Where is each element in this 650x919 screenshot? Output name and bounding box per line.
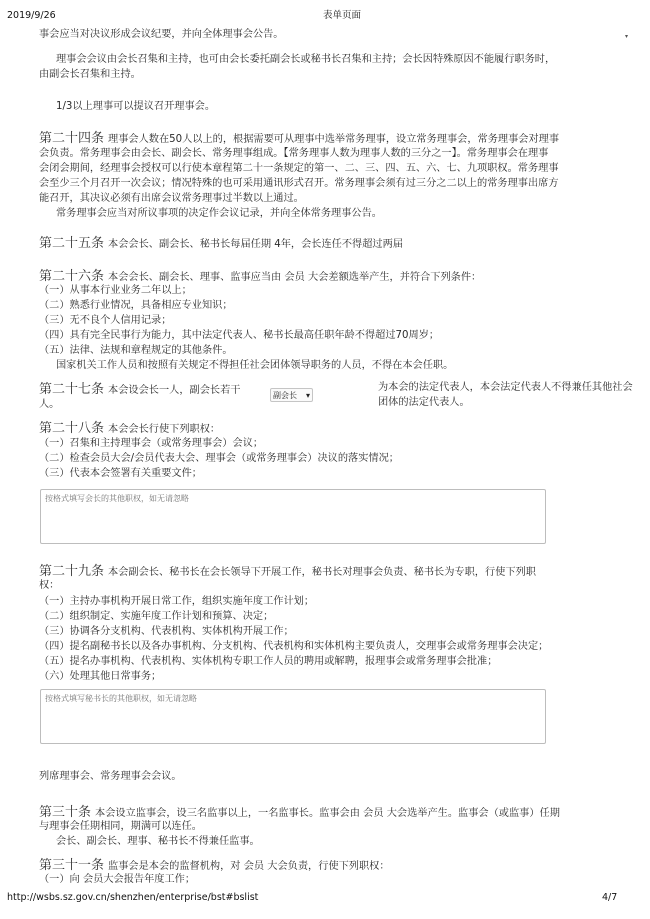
list-item: （四）提名副秘书长以及各办事机构、分支机构、代表机构和实体机构主要负责人，交理事会或常务理事会决定； [39,641,549,652]
list-item: （二）检查会员大会/会员代表大会、理事会（或常务理事会）决议的落实情况； [39,453,399,464]
article-number: 第二十五条 [39,236,105,251]
text-line: 国家机关工作人员和按照有关规定不得担任社会团体领导职务的人员，不得在本会任职。 [56,360,454,371]
president-other-powers-field[interactable] [40,489,546,544]
article-number: 第二十七条 [39,382,105,397]
article-number: 第三十一条 [39,858,105,873]
list-item: （五）法律、法规和章程规定的其他条件。 [39,345,233,356]
list-item: （五）提名办事机构、代表机构、实体机构专职工作人员的聘用或解聘，报理事会或常务理事会批准； [39,656,498,667]
text-line: 会闭会期间，经理事会授权可以行使本章程第二十一条规定的第一、二、三、四、五、六、七、九项职权。常务理事 [39,163,559,174]
list-item: （一）主持办事机构开展日常工作，组织实施年度工作计划； [39,596,315,607]
text-line: 能召开，其决议必须有出席会议常务理事过半数以上通过。 [39,193,304,204]
article-27: 第二十七条 本会设会长一人，副会长若干 [39,382,241,397]
text-line: 理事会会议由会长召集和主持，也可由会长委托副会长或秘书长召集和主持；会长因特殊原因不能履行职务时， [56,54,556,65]
article-31: 第三十一条 监事会是本会的监督机构，对 会员 大会负责，行使下列职权： [39,858,390,873]
article-30: 第三十条 本会设立监事会，设三名监事以上，一名监事长。监事会由 会员 大会选举产生。监事会（或监事）任期 [39,805,560,820]
list-item: （三）协调各分支机构、代表机构、实体机构开展工作； [39,626,294,637]
article-number: 第二十九条 [39,564,105,579]
list-item: （一）从事本行业业务二年以上； [39,285,192,296]
list-item: （二）组织制定、实施年度工作计划和预算、决定； [39,611,274,622]
list-item: （三）代表本会签署有关重要文件； [39,468,202,479]
list-item: （六）处理其他日常事务； [39,671,162,682]
print-url: http://wsbs.sz.gov.cn/shenzhen/enterprise/bst#bslist [7,892,259,903]
text-line: 会至少三个月召开一次会议；情况特殊的也可采用通讯形式召开。常务理事会须有过三分之二以上的常务理事出席方 [39,178,559,189]
article-number: 第二十四条 [39,131,105,146]
text-line: 为本会的法定代表人，本会法定代表人不得兼任其他社会 [378,382,633,393]
article-number: 第三十条 [39,805,92,820]
print-title: 表单页面 [323,10,362,21]
text-line: 会负责。常务理事会由会长、副会长、常务理事组成。【常务理事人数为理事人数的三分之一】。常务理事会在理事 [39,148,549,159]
article-25: 第二十五条 本会会长、副会长、秘书长每届任期 4年，会长连任不得超过两届 [39,236,403,251]
article-29: 第二十九条 本会副会长、秘书长在会长领导下开展工作，秘书长对理事会负责、秘书长为专职，行使下列职 [39,564,536,579]
text-line: 人。 [39,399,60,410]
corner-marker: ▾ [625,33,629,40]
text-line: 会长、副会长、理事、秘书长不得兼任监事。 [56,836,260,847]
list-item: （四）具有完全民事行为能力，其中法定代表人、秘书长最高任职年龄不得超过70周岁； [39,330,440,341]
text-line: 由副会长召集和主持。 [39,69,141,80]
article-26: 第二十六条 本会会长、副会长、理事、监事应当由 会员 大会差额选举产生，并符合下列条件： [39,269,482,284]
chevron-down-icon: ▾ [305,391,310,400]
text-line: 常务理事会应当对所议事项的决定作会议记录，并向全体常务理事公告。 [56,208,382,219]
text-line: 与理事会任期相同，期满可以连任。 [39,821,202,832]
text-line: 事会应当对决议形成会议纪要，并向全体理事会公告。 [39,29,284,40]
list-item: （一）向 会员大会报告年度工作； [39,874,196,885]
article-number: 第二十六条 [39,269,105,284]
print-date: 2019/9/26 [7,10,56,21]
article-28: 第二十八条 本会会长行使下列职权： [39,421,221,436]
text-line: 1/3以上理事可以提议召开理事会。 [56,101,216,112]
text-line: 权： [39,580,60,591]
page-number: 4/7 [602,892,618,903]
list-item: （三）无不良个人信用记录； [39,315,172,326]
article-24: 第二十四条 理事会人数在50人以上的，根据需要可从理事中选举常务理事，设立常务理事会，常务理事会对理事 [39,131,560,146]
secretary-other-powers-field[interactable] [40,689,546,744]
list-item: （一）召集和主持理事会（或常务理事会）会议； [39,438,264,449]
article-number: 第二十八条 [39,421,105,436]
list-item: （二）熟悉行业情况，具备相应专业知识； [39,300,233,311]
text-line: 列席理事会、常务理事会会议。 [39,771,182,782]
text-line: 团体的法定代表人。 [378,397,470,408]
legal-rep-select[interactable]: 副会长 ▾ [270,388,313,402]
